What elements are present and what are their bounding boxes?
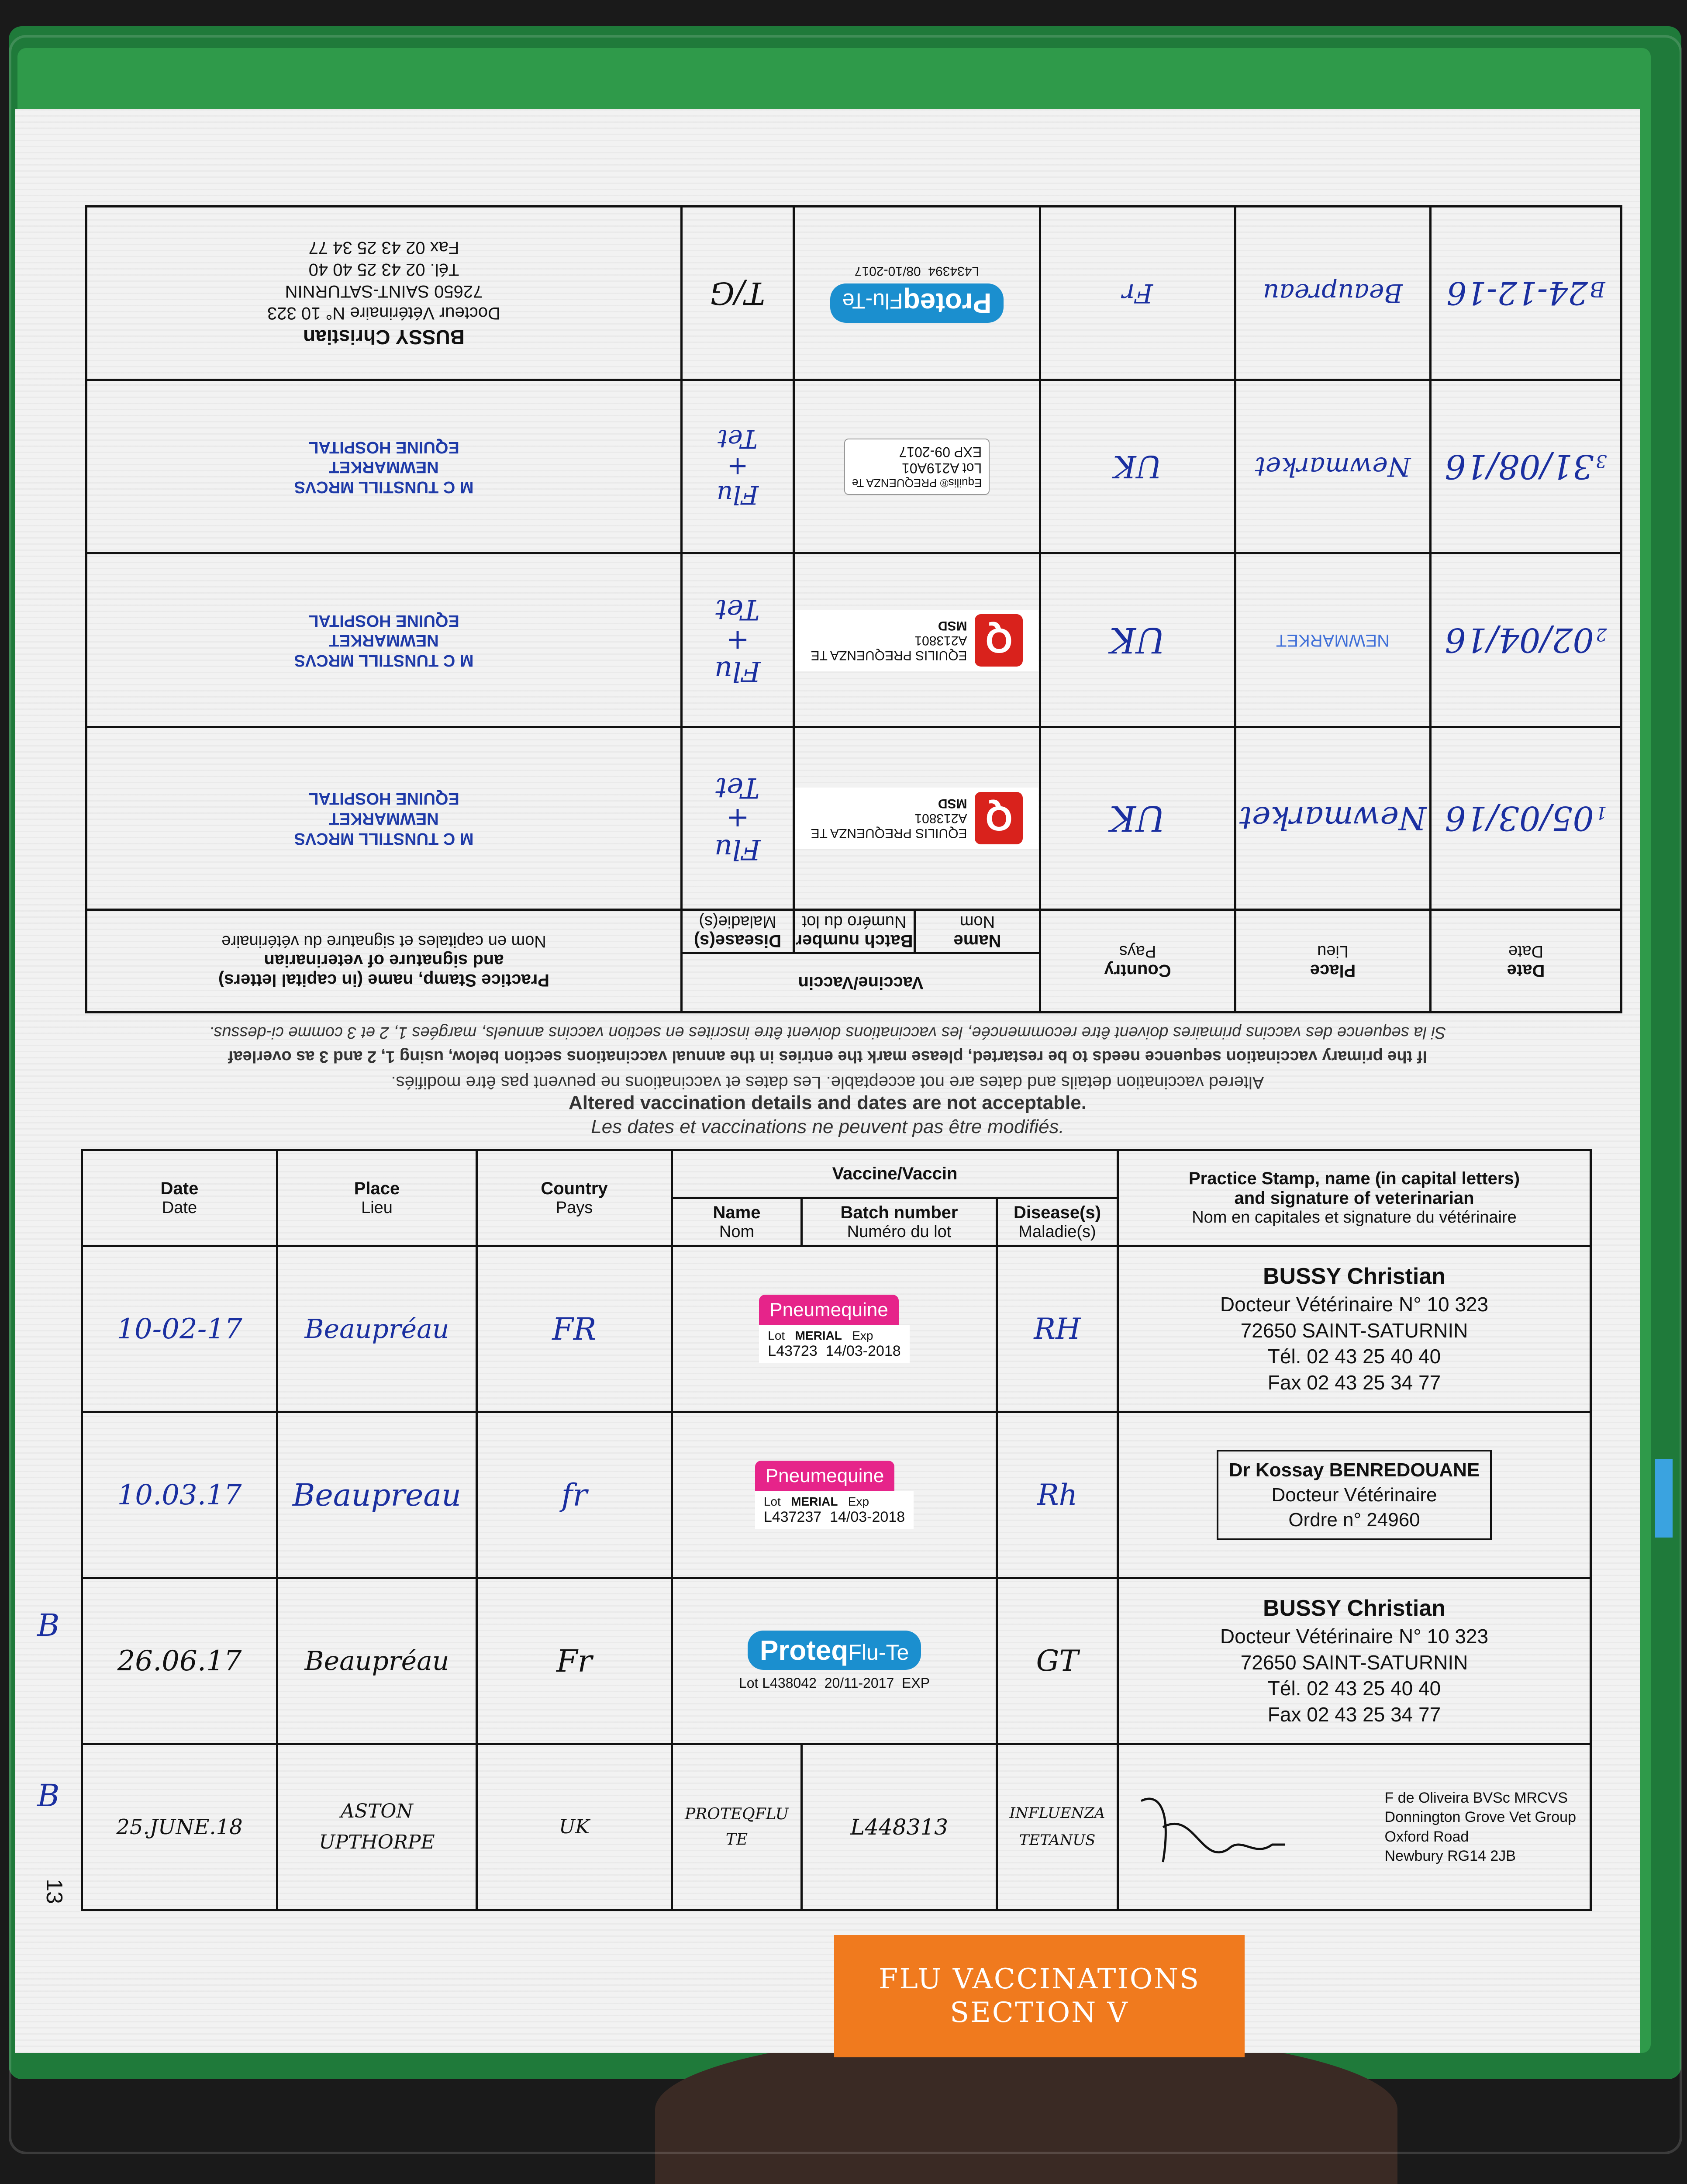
- th-place: Place Lieu: [277, 1150, 477, 1246]
- vaccine-label: Equilis® PREQUENZA Te Lot A219A01 EXP 09-2017: [794, 380, 1040, 553]
- table-row: [86, 553, 1621, 727]
- stamp-cell: BUSSY Christian Docteur Vétérinaire N° 10 323 72650 SAINT-SATURNIN Tél. 02 43 25 40 40 Fax 02 43 25 34 77: [1118, 1578, 1591, 1744]
- th-stamp: Practice Stamp, name (in capital letters) and signature of veterinarian Nom en capitales et signature du vétérinaire: [86, 909, 682, 1012]
- country-cell: UK: [477, 1744, 672, 1910]
- place-cell: Beaupréau: [277, 1246, 477, 1412]
- th-stamp: Practice Stamp, name (in capital letters) and signature of veterinarian Nom en capitales et signature du vétérinaire: [1118, 1150, 1591, 1246]
- page-number: 13: [41, 1879, 67, 1904]
- proteq-label: ProteqFlu-Te: [748, 1631, 921, 1670]
- th-country: Country Pays: [1040, 909, 1235, 1012]
- stamp-cell: F de Oliveira BVSc MRCVS Donnington Grove Vet Group Oxford Road Newbury RG14 2JB: [1118, 1744, 1591, 1910]
- vaccine-label: ProteqFlu-Te Lot L438042 20/11-2017 EXP: [672, 1578, 997, 1744]
- country-cell: Fr: [477, 1578, 672, 1744]
- bottom-notice-1: Altered vaccination details and dates are not acceptable.: [569, 1092, 1087, 1113]
- th-country: Country Pays: [477, 1150, 672, 1246]
- table-row: [86, 380, 1621, 553]
- top-notice-2: If the primary vaccination sequence needs to be restarted, please mark the entries in the annual vaccinations section below, using 1, 2 and 3 as overleaf: [228, 1047, 1428, 1066]
- bottom-notice-2: Les dates et vaccinations ne peuvent pas être modifiés.: [591, 1116, 1064, 1137]
- th-place: Place Lieu: [1235, 909, 1431, 1012]
- stamp-cell: Dr Kossay BENREDOUANE Docteur Vétérinaire Ordre n° 24960: [1118, 1412, 1591, 1578]
- date-cell: 10-02-17: [82, 1246, 277, 1412]
- disease-cell: GT: [997, 1578, 1118, 1744]
- batch-cell: L448313: [802, 1744, 997, 1910]
- bottom-vaccination-table: [81, 1149, 1592, 1911]
- top-page: [15, 109, 1640, 1096]
- date-cell: B 24-12-16: [1431, 207, 1621, 380]
- date-cell: 26.06.17: [82, 1578, 277, 1744]
- vaccine-label: Pneumequine Lot MERIAL Exp L437237 14/03-2018: [672, 1412, 997, 1578]
- table-row: [82, 1246, 1591, 1412]
- place-cell: Beaupreau: [277, 1412, 477, 1578]
- place-cell: Beaupréau: [277, 1578, 477, 1744]
- place-cell: Newmarket: [1235, 380, 1431, 553]
- top-notice-1: Altered vaccination details and dates are not acceptable. Les dates et vaccinations ne peuvent pas être modifiés.: [391, 1073, 1264, 1092]
- bottom-page: [15, 1092, 1640, 2053]
- th-batch: Batch number Numéro du lot: [794, 909, 915, 953]
- place-cell: ASTON UPTHORPE: [277, 1744, 477, 1910]
- vaccine-label: Pneumequine Lot MERIAL Exp L43723 14/03-2018: [672, 1246, 997, 1412]
- top-vaccination-table: [85, 205, 1622, 1013]
- date-cell: 25.JUNE.18: [82, 1744, 277, 1910]
- country-cell: fr: [477, 1412, 672, 1578]
- side-mark: B: [37, 1778, 60, 1814]
- th-disease: Disease(s) Maladie(s): [682, 909, 794, 953]
- stamp-cell: M C TUNSTILL MRCVS NEWMARKET EQUINE HOSPITAL: [86, 553, 682, 727]
- th-vaccine: Vaccine/Vaccin: [682, 953, 1040, 1013]
- country-cell: FR: [477, 1246, 672, 1412]
- equilis-logo-icon: Q: [975, 614, 1023, 667]
- disease-cell: Flu + Tet: [682, 380, 794, 553]
- place-cell: NEWMARKET: [1235, 553, 1431, 727]
- th-name: Name Nom: [672, 1198, 802, 1246]
- country-cell: Fr: [1040, 207, 1235, 380]
- th-disease: Disease(s) Maladie(s): [997, 1198, 1118, 1246]
- name-cell: PROTEQFLU TE: [672, 1744, 802, 1910]
- country-cell: UK: [1040, 380, 1235, 553]
- table-row: [82, 1412, 1591, 1578]
- date-cell: 2 02/04/16: [1431, 553, 1621, 727]
- equilis-logo-icon: Q: [975, 792, 1023, 844]
- disease-cell: T/G: [682, 207, 794, 380]
- vaccine-label: ProteqFlu-Te L434394 08/10-2017: [794, 207, 1040, 380]
- disease-cell: Flu + Tet: [682, 553, 794, 727]
- table-row: [82, 1578, 1591, 1744]
- disease-cell: INFLUENZA TETANUS: [997, 1744, 1118, 1910]
- table-row: [86, 727, 1621, 909]
- section-banner: FLU VACCINATIONS SECTION V: [834, 1935, 1245, 2057]
- date-cell: 10.03.17: [82, 1412, 277, 1578]
- vaccine-label: Q EQUILIS PREQUENZA TE A213801 MSD: [794, 553, 1040, 727]
- country-cell: UK: [1040, 727, 1235, 909]
- table-row: [86, 207, 1621, 380]
- th-date: Date Date: [1431, 909, 1621, 1012]
- disease-cell: Flu + Tet: [682, 727, 794, 909]
- th-date: Date Date: [82, 1150, 277, 1246]
- stamp-cell: BUSSY Christian Docteur Vétérinaire N° 10 323 72650 SAINT-SATURNIN Tél. 02 43 25 40 40 Fax 02 43 25 34 77: [1118, 1246, 1591, 1412]
- th-batch: Batch number Numéro du lot: [802, 1198, 997, 1246]
- side-mark: B: [37, 1607, 60, 1643]
- blue-page-tab: [1655, 1459, 1673, 1538]
- date-cell: 3 31/08/16: [1431, 380, 1621, 553]
- vaccine-label: Q EQUILIS PREQUENZA TE A213801 MSD: [794, 727, 1040, 909]
- stamp-cell: BUSSY Christian Docteur Vétérinaire N° 10 323 72650 SAINT-SATURNIN Tél. 02 43 25 40 40 Fax 02 43 25 34 77: [86, 207, 682, 380]
- top-notice-3: Si la sequence des vaccins primaires doivent être recommencée, les vaccinations doivent être inscrites en section vaccins annuels, margées 1, 2 et 3 comme ci-dessus.: [209, 1023, 1446, 1042]
- signature-icon: [1132, 1783, 1290, 1871]
- place-cell: Beaupreau: [1235, 207, 1431, 380]
- disease-cell: Rh: [997, 1412, 1118, 1578]
- stamp-cell: M C TUNSTILL MRCVS NEWMARKET EQUINE HOSPITAL: [86, 380, 682, 553]
- stamp-cell: M C TUNSTILL MRCVS NEWMARKET EQUINE HOSPITAL: [86, 727, 682, 909]
- country-cell: UK: [1040, 553, 1235, 727]
- proteq-label: ProteqFlu-Te: [830, 283, 1004, 323]
- disease-cell: RH: [997, 1246, 1118, 1412]
- place-cell: Newmarket: [1235, 727, 1431, 909]
- th-vaccine: Vaccine/Vaccin: [672, 1150, 1118, 1198]
- date-cell: 1 05/03/16: [1431, 727, 1621, 909]
- th-name: Name Nom: [915, 909, 1040, 953]
- table-row: [82, 1744, 1591, 1910]
